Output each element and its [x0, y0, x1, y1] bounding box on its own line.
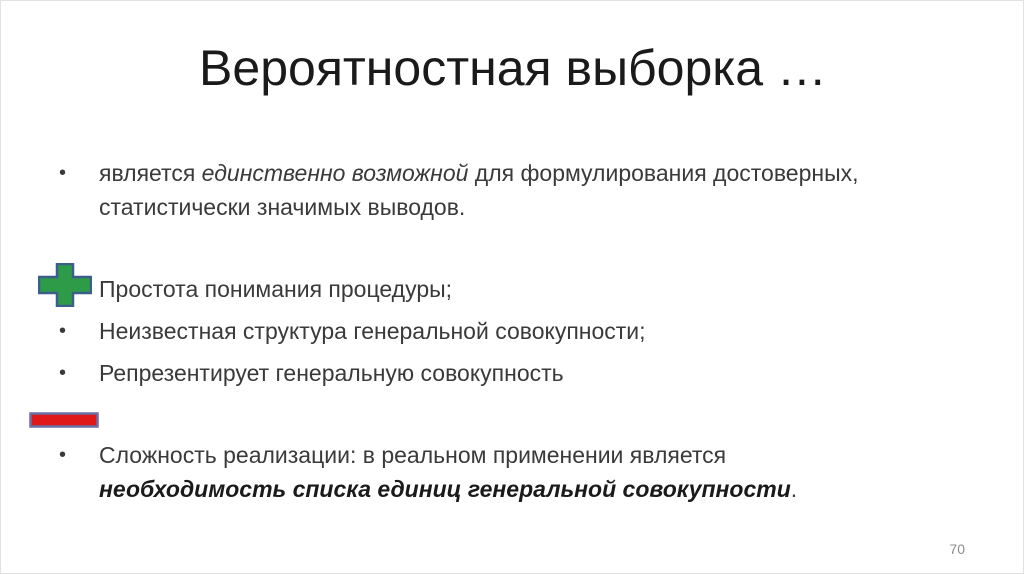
bullet-marker: •: [59, 362, 67, 384]
bullet-text-end: .: [790, 476, 798, 502]
bullet-text: [99, 156, 999, 224]
bullet-text: Неизвестная структура генеральной совокупности;: [99, 318, 646, 344]
plus-icon: [38, 263, 92, 307]
minus-icon: [29, 412, 99, 428]
bullet-text: [99, 438, 999, 506]
bullet-marker: •: [59, 320, 67, 342]
bullet-text-line2: статистически значимых выводов.: [99, 194, 466, 220]
bullet-text-line1: Сложность реализации: в реальном применении является: [99, 442, 727, 468]
bullet-text-italic: единственно возможной: [201, 160, 469, 186]
bullet-marker: •: [59, 162, 67, 184]
slide-title: Вероятностная выборка …: [199, 40, 827, 96]
page-number: 70: [949, 541, 965, 557]
bullet-text-pre: является: [99, 160, 202, 186]
bullet-text: Репрезентирует генеральную совокупность: [99, 360, 564, 386]
bullet-text-post: для формулирования достоверных,: [468, 160, 859, 186]
bullet-text: Простота понимания процедуры;: [99, 276, 453, 302]
bullet-text-bold: необходимость списка единиц генеральной совокупности: [99, 476, 791, 502]
bullet-marker: •: [59, 444, 67, 466]
